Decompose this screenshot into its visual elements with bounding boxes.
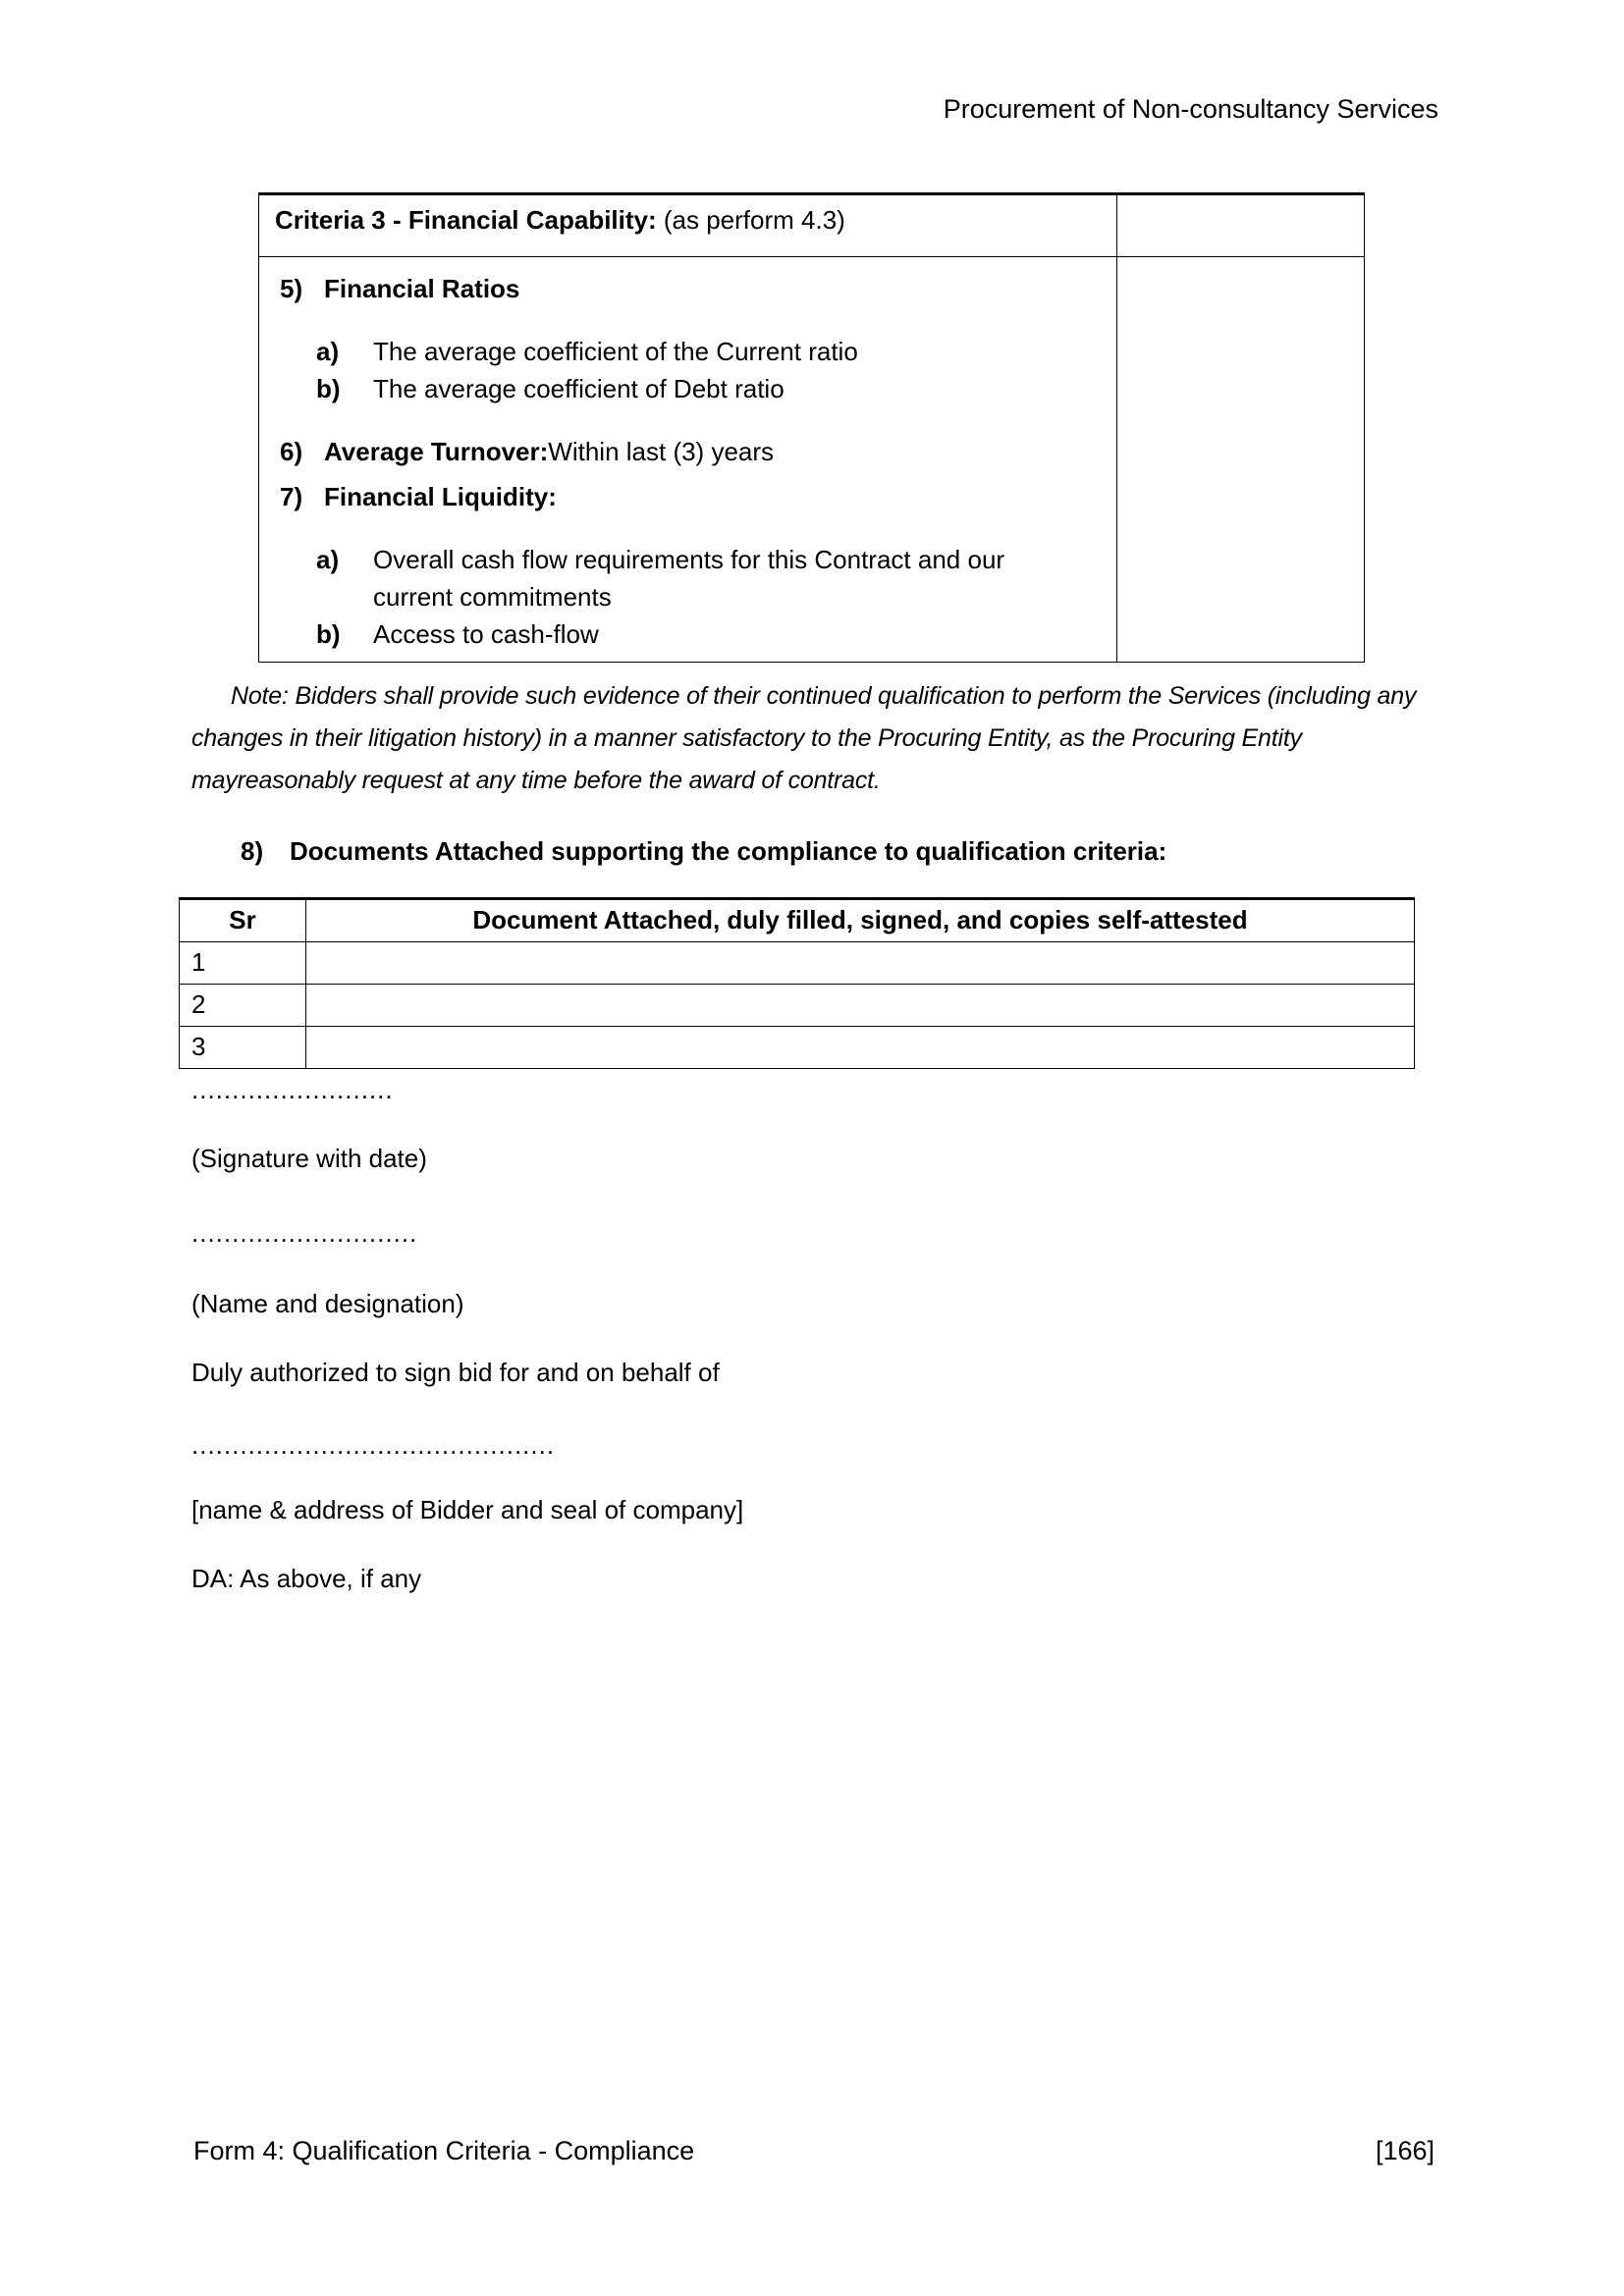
row-sr-cell: 1 (180, 942, 306, 985)
documents-table-header-row (180, 900, 1414, 942)
criteria-table-header-empty-cell (1117, 195, 1364, 257)
documents-table-row-1 (180, 942, 1414, 985)
item-text-rest: Overall cash flow requirements for this Contract and our current commitments (373, 545, 1005, 612)
section-8-heading (241, 836, 1166, 867)
documents-table-row-3 (180, 1027, 1414, 1068)
name-and-designation-label: (Name and designation) (191, 1289, 464, 1318)
item-text (373, 333, 1116, 370)
criteria-item-7 (259, 478, 1116, 515)
row-doc-cell (306, 942, 1414, 985)
criteria-title-bold: Criteria 3 - Financial Capability: (275, 205, 657, 235)
item-text-rest: The average coefficient of Debt ratio (373, 374, 785, 403)
criteria-table (258, 192, 1365, 663)
section-8-title: Documents Attached supporting the compliance to qualification criteria: (290, 836, 1167, 866)
documents-table-row-2 (180, 985, 1414, 1027)
page-header: Procurement of Non-consultancy Services (943, 94, 1438, 124)
criteria-item-6 (259, 433, 1116, 470)
bidder-name-address-label: [name & address of Bidder and seal of company] (191, 1495, 744, 1524)
signature-with-date-label: (Signature with date) (191, 1144, 427, 1173)
criteria-item-5 (259, 270, 1116, 307)
documents-table (179, 897, 1415, 1069)
item-text-bold: Financial Liquidity: (324, 482, 557, 511)
row-doc-cell (306, 1026, 1414, 1068)
note-paragraph: Note: Bidders shall provide such evidence of their continued qualification to perform the Services (including any changes in their litigation history) in a manner satisfactory to the Procuring Entity, as the Procuring Entity mayreasonably request at any time before the award of contract. (191, 682, 1417, 794)
section-8-marker: 8) (241, 836, 264, 866)
criteria-list-cell (259, 257, 1117, 662)
criteria-item-7b (259, 615, 1116, 653)
item-text (324, 478, 1116, 515)
item-text-rest: The average coefficient of the Current ratio (373, 337, 858, 366)
row-doc-cell (306, 985, 1414, 1027)
item-text-rest: Within last (3) years (548, 437, 775, 466)
criteria-item-7a (259, 541, 1116, 615)
row-sr-cell: 3 (180, 1026, 306, 1068)
item-marker: a) (316, 337, 340, 366)
criteria-title-rest: (as perform 4.3) (656, 205, 845, 235)
item-marker: b) (316, 374, 341, 403)
item-text-bold: Financial Ratios (324, 274, 520, 303)
item-marker: 6) (280, 437, 303, 466)
da-line: DA: As above, if any (191, 1564, 422, 1593)
item-text (373, 370, 1116, 407)
bidder-dotted-line: ............................................. (191, 1430, 556, 1460)
documents-table-header-sr: Sr (180, 900, 306, 942)
criteria-table-body-empty-cell (1117, 257, 1364, 662)
criteria-table-header-row (259, 195, 1364, 257)
item-text (324, 433, 1116, 470)
criteria-item-5a (259, 333, 1116, 370)
item-text-bold: Average Turnover: (324, 437, 549, 466)
criteria-table-title-cell (259, 195, 1117, 257)
criteria-item-5b (259, 370, 1116, 407)
item-marker: 5) (280, 274, 303, 303)
item-marker: 7) (280, 482, 303, 511)
item-marker: b) (316, 619, 341, 649)
item-marker: a) (316, 545, 340, 574)
footer-form-title: Form 4: Qualification Criteria - Compliance (193, 2136, 695, 2165)
footer-page-number: [166] (1375, 2136, 1435, 2165)
item-text-rest: Access to cash-flow (373, 619, 599, 649)
name-dotted-line: ............................ (191, 1218, 418, 1248)
item-text (373, 541, 1116, 615)
criteria-table-body-row (259, 257, 1364, 662)
item-text (373, 615, 1116, 653)
authorization-line: Duly authorized to sign bid for and on behalf of (191, 1358, 720, 1387)
documents-table-header-doc: Document Attached, duly filled, signed, and copies self-attested (306, 900, 1414, 942)
item-text (324, 270, 1116, 307)
row-sr-cell: 2 (180, 985, 306, 1027)
signature-dotted-line: ......................... (191, 1075, 394, 1104)
